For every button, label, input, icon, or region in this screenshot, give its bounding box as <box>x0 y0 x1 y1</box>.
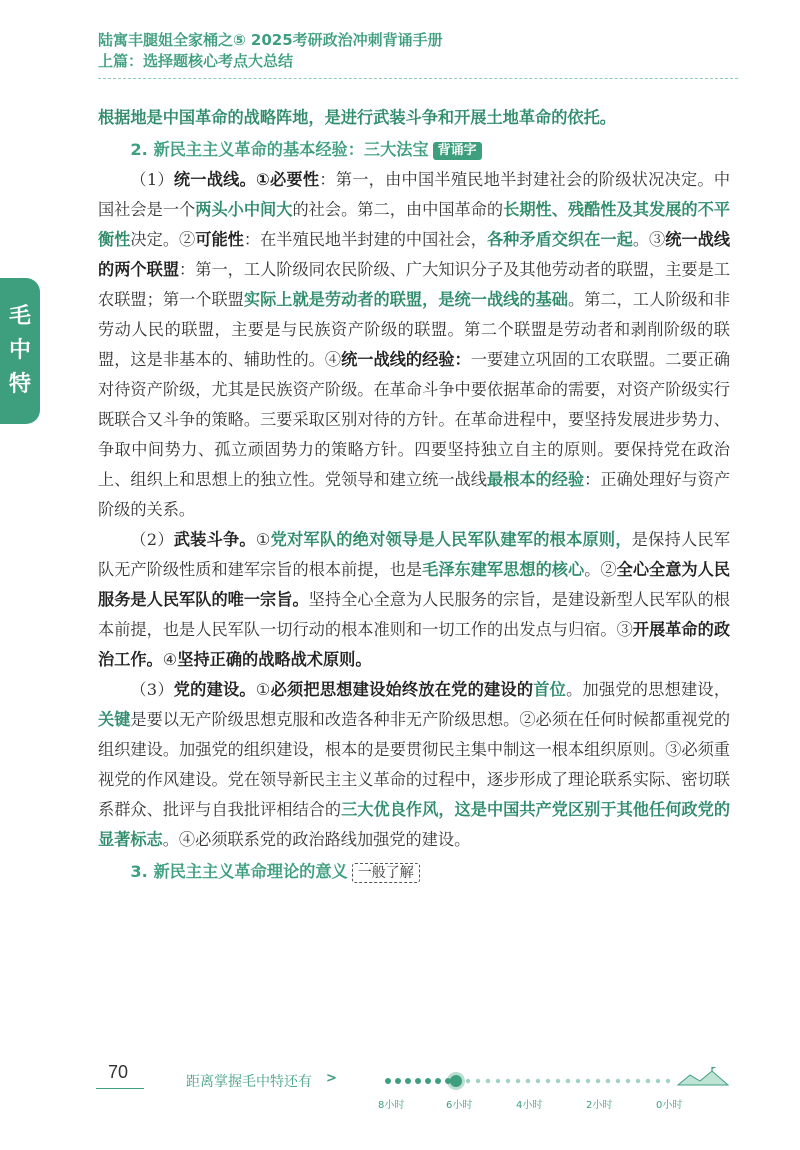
side-tab-char: 特 <box>8 372 31 397</box>
text-run: 党的建设。 <box>173 680 256 699</box>
text-run: ① <box>255 530 271 549</box>
mountain-flag-icon <box>678 1067 728 1085</box>
text-run: 坚持正确的战略战术原则。 <box>177 650 372 669</box>
text-run: 最根本的经验 <box>486 470 585 489</box>
text-run: ：第一，工人阶级同农民阶级、广大知识分子及其他劳动者的联盟，主要是工农联盟；第一个联盟 <box>98 260 731 309</box>
text-run: 。加强党的思想建设， <box>566 680 731 699</box>
intro-sentence <box>98 103 730 133</box>
paragraph-united-front <box>98 165 730 525</box>
text-run: 三大优良作风，这是中国共产党区别于其他任何政党的显著标志 <box>98 800 731 849</box>
section-heading-2 <box>98 135 730 165</box>
progress-dot <box>556 1079 560 1083</box>
text-run: 3. 新民主主义革命理论的意义 <box>130 862 348 881</box>
text-run: 关键 <box>98 710 131 729</box>
hour-label: 2小时 <box>586 1100 613 1111</box>
progress-dot <box>566 1079 570 1083</box>
text-run: 开展革命的政治工作。 <box>98 620 731 669</box>
text-run: （3） <box>130 680 174 699</box>
progress-dot <box>496 1079 500 1083</box>
progress-dot <box>626 1079 630 1083</box>
text-run: 。④必须联系党的政治路线加强党的建设。 <box>162 830 471 849</box>
paragraph-party-building <box>98 675 730 855</box>
section-heading-3 <box>98 857 730 887</box>
progress-dot <box>546 1079 550 1083</box>
subject-side-tab <box>0 278 40 424</box>
progress-dot <box>606 1079 610 1083</box>
page-number-underline <box>96 1088 144 1089</box>
text-run: ④ <box>162 650 178 669</box>
progress-dot <box>435 1078 441 1084</box>
text-run: 长期性、残酷性及其发展的不平衡性 <box>98 200 731 249</box>
hour-label: 6小时 <box>446 1100 473 1111</box>
recite-tag: 背诵字 <box>433 142 482 160</box>
text-run: ① <box>255 680 271 699</box>
text-run: 。第二，工人阶级和非劳动人民的联盟，主要是与民族资产阶级的联盟。第二个联盟是劳动者和剥削阶级的联盟，这是非基本的、辅助性的。④ <box>98 290 731 369</box>
progress-dot <box>466 1079 470 1083</box>
hour-label: 0小时 <box>656 1100 683 1111</box>
text-run: 毛泽东建军思想的核心 <box>422 560 585 579</box>
progress-dot <box>666 1079 670 1083</box>
progress-dot <box>516 1079 520 1083</box>
text-run: 是保持人民军队无产阶级性质和建军宗旨的根本前提，也是 <box>98 530 731 579</box>
hour-label: 8小时 <box>378 1100 405 1111</box>
hour-label: 4小时 <box>516 1100 543 1111</box>
header-divider <box>98 78 738 79</box>
chapter-title: 上篇：选择题核心考点大总结 <box>98 52 294 70</box>
progress-dot <box>636 1079 640 1083</box>
progress-dot <box>526 1079 530 1083</box>
text-run: 统一战线的经验： <box>341 350 471 369</box>
progress-dot <box>476 1079 480 1083</box>
paragraph-armed-struggle <box>98 525 730 675</box>
general-tag: 一般了解 <box>352 863 420 883</box>
text-run: 坚持全心全意为人民服务的宗旨，是建设新型人民军队的根本前提，也是人民军队一切行动的根本准则和一切工作的出发点与归宿。③ <box>98 590 730 639</box>
text-run: 的社会。第二，由中国革命的 <box>292 200 504 219</box>
progress-arrow-icon: > <box>326 1071 337 1086</box>
text-run: 。③ <box>632 230 666 249</box>
text-run: （1） <box>130 170 174 189</box>
text-run: 可能性 <box>195 230 244 249</box>
text-run: ：正确处理好与资产阶级的关系。 <box>98 470 731 519</box>
progress-label: 距离掌握毛中特还有 <box>186 1074 312 1090</box>
text-run: 党对军队的绝对领导是 <box>270 530 435 549</box>
text-run: 根据地是中国革命的战略阵地，是进行武装斗争和开展土地革命的依托。 <box>98 108 616 127</box>
progress-dot <box>405 1078 411 1084</box>
progress-dot <box>596 1079 600 1083</box>
text-run: 首位 <box>533 680 567 699</box>
text-run: 实际上就是劳动者的联盟，是统一战线的基础 <box>243 290 568 309</box>
text-run: ①必要性 <box>256 170 320 189</box>
text-run: 统一战线。 <box>173 170 257 189</box>
progress-dot <box>385 1078 391 1084</box>
progress-dot <box>395 1078 401 1084</box>
progress-marker-icon <box>447 1072 465 1090</box>
text-run: 一要建立巩固的工农联盟。二要正确对待资产阶级，尤其是民族资产阶级。在革命斗争中要依据革命的需要，对资产阶级实行既联合又斗争的策略。三要采取区别对待的方针。在革命进程中，要坚持发展进步势力、争取中间势力、孤立顽固势力的策略方针。四要坚持独立自主的原则。要保持党在政治上、组织上和思想上的独立性。党领导和建立统一战线 <box>98 350 731 489</box>
text-run: 武装斗争。 <box>173 530 256 549</box>
text-run: 两头小中间大 <box>195 200 293 219</box>
page-header <box>98 30 738 72</box>
side-tab-char: 毛 <box>8 304 31 329</box>
text-run: 各种矛盾交织在一起 <box>486 230 633 249</box>
book-title: 陆寓丰腿姐全家桶之⑤ 2025考研政治冲刺背诵手册 <box>98 31 443 49</box>
progress-dot <box>415 1078 421 1084</box>
progress-dot <box>486 1079 490 1083</box>
text-run: 全心全意为人民服务是人民军队的唯一宗旨。 <box>98 560 731 609</box>
text-run: 是要以无产阶级思想克服和改造各种非无产阶级思想。②必须在任何时候都重视党的组织建设。加强党的组织建设，根本的是要贯彻民主集中制这一根本组织原则。③必须重视党的作风建设。党在领导新民主主义革命的过程中，逐步形成了理论联系实际、密切联系群众、批评与自我批评相结合的 <box>98 710 731 819</box>
text-run: 。② <box>584 560 617 579</box>
progress-dot <box>425 1078 431 1084</box>
progress-dot <box>536 1079 540 1083</box>
text-run: 决定。② <box>130 230 196 249</box>
progress-dot <box>506 1079 510 1083</box>
text-run: 统一战线的两个联盟 <box>98 230 731 279</box>
page-content <box>98 103 730 887</box>
progress-dot <box>646 1079 650 1083</box>
progress-track <box>368 1067 738 1115</box>
text-run: ：在半殖民地半封建的中国社会， <box>243 230 487 249</box>
text-run: ：第一，由中国半殖民地半封建社会的阶级状况决定。中国社会是一个 <box>98 170 731 219</box>
text-run: 人民军队建军的根本原则， <box>434 530 632 549</box>
text-run: 2. 新民主主义革命的基本经验：三大法宝 <box>130 140 429 159</box>
progress-dot <box>576 1079 580 1083</box>
progress-dot <box>656 1079 660 1083</box>
side-tab-char: 中 <box>8 338 31 363</box>
page-number: 70 <box>108 1062 129 1082</box>
progress-dot <box>586 1079 590 1083</box>
text-run: 必须把思想建设始终放在党的建设的 <box>270 680 534 699</box>
text-run: （2） <box>130 530 174 549</box>
progress-dot <box>616 1079 620 1083</box>
